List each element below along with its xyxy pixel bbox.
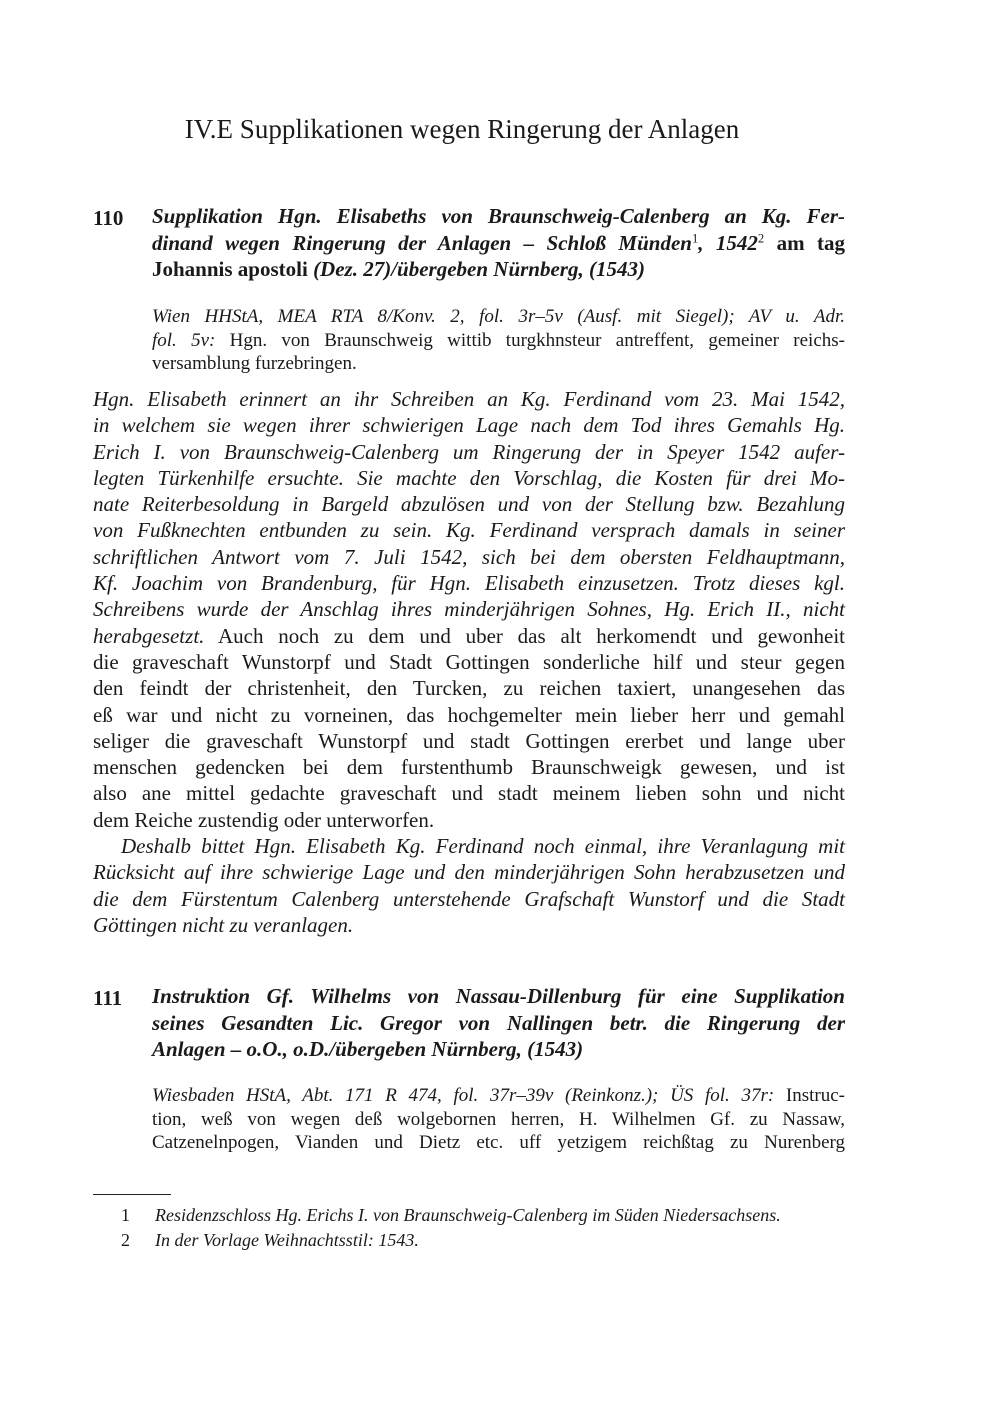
text-segment: seliger die graveschaft Wunstorpf und stadt Gottingen ererbet und lange uber [93,728,845,753]
text-line [152,1084,845,1108]
text-segment: von Fußknechten entbunden zu sein. Kg. Ferdinand versprach damals in seiner [93,518,845,543]
text-segment: legten Türkenhilfe ersuchte. Sie machte den Vorschlag, die Kosten für drei Mo- [93,465,845,490]
text-segment: Johannis apostoli [152,257,314,281]
entry-number: 110 [93,206,124,230]
text-line [93,570,845,596]
text-line [93,754,845,780]
text-line [152,983,845,1010]
text-line [93,833,845,859]
footnote [93,1228,845,1253]
text-segment: Rücksicht auf ihre schwierige Lage und den minderjährigen Sohn herabzusetzen und [93,860,845,885]
footnote-reference: 2 [757,230,765,245]
text-segment: eß war und nicht zu vorneinen, das hochgemelter mein lieber herr und gemahl [93,702,845,727]
text-line [93,702,845,728]
entry-source [152,1084,845,1155]
text-line [152,305,845,329]
text-segment: dinand wegen Ringerung der Anlagen – Schloß Münden [152,230,692,255]
text-line [93,517,845,543]
text-segment: Erich I. von Braunschweig-Calenberg um Ringerung der in Speyer 1542 aufer- [93,439,845,464]
text-segment: Instruktion Gf. Wilhelms von Nassau-Dillenburg für eine Supplikation [152,984,845,1008]
text-line [93,412,845,438]
text-segment: die dem Fürstentum Calenberg unterstehende Grafschaft Wunstorf und die Stadt [93,886,845,911]
text-line [152,352,845,376]
section-title-text: IV.E Supplikationen wegen Ringerung der Anlagen [184,114,740,144]
text-segment: Wien HHStA, MEA RTA 8/Konv. 2, fol. 3r–5v (Ausf. mit Siegel); AV u. Adr. [152,306,845,327]
footnote-text: Residenzschloss Hg. Erichs I. von Braunschweig-Calenberg im Süden Niedersachsens. [155,1205,781,1225]
text-segment: also ane mittel gedachte graveschaft und stadt meinem lieben sohn und nicht [93,781,845,806]
entry-body-paragraph [93,833,845,938]
text-segment: Catzenelnpogen, Vianden und Dietz etc. uff yetzigem reichßtag zu Nurenberg [152,1132,845,1153]
entry-body-paragraph [93,386,845,833]
text-segment: , 1542 [698,230,758,255]
text-segment: den feindt der christenheit, den Turcken, zu reichen taxiert, unangesehen das [93,676,845,701]
text-line [93,807,845,833]
text-line [93,491,845,517]
text-line [93,386,845,412]
text-line [93,596,845,622]
text-line [152,230,845,257]
text-line [152,1010,845,1037]
text-segment: Auch noch zu dem und uber das alt herkomendt und gewonheit [204,623,845,648]
entry-number: 111 [93,986,123,1010]
text-segment: Hgn. von Braunschweig wittib turgkhnsteur antreffent, gemeiner reichs- [215,329,845,351]
text-line [93,859,845,885]
text-segment: versamblung furzebringen. [152,353,357,374]
text-line [93,728,845,754]
text-line [93,439,845,465]
text-segment: Deshalb bittet Hgn. Elisabeth Kg. Ferdinand noch einmal, ihre Veranlagung mit [121,834,845,858]
entry-source [152,305,845,376]
text-segment: herabgesetzt. [93,623,205,648]
text-line [152,1131,845,1155]
text-segment: tion, weß von wegen deß wolgebornen herren, H. Wilhelmen Gf. zu Nassaw, [152,1108,845,1130]
footnote [93,1203,845,1228]
text-line [152,256,845,283]
text-segment: seines Gesandten Lic. Gregor von Nallingen betr. die Ringerung der [152,1010,845,1035]
text-line [93,886,845,912]
text-line [93,675,845,701]
text-segment: Supplikation Hgn. Elisabeths von Braunschweig-Calenberg an Kg. Fer- [152,204,845,228]
text-line [93,780,845,806]
text-line [152,203,845,230]
text-segment: Instruc- [774,1085,845,1106]
text-line [152,1036,845,1063]
text-segment: Göttingen nicht zu veranlagen. [93,912,354,937]
footnote-rule [93,1194,171,1195]
text-line [93,544,845,570]
text-segment: (Dez. 27)/übergeben Nürnberg, (1543) [313,257,645,281]
footnote-reference: 1 [691,230,699,245]
entry-heading [152,203,845,283]
text-segment: Kf. Joachim von Brandenburg, für Hgn. Elisabeth einzusetzen. Trotz dieses kgl. [93,571,845,596]
footnote-number: 2 [121,1230,130,1250]
text-segment: Hgn. Elisabeth erinnert an ihr Schreiben an Kg. Ferdinand vom 23. Mai 1542, [93,387,845,411]
section-title [0,114,1004,145]
text-segment: in welchem sie wegen ihrer schwierigen Lage nach dem Tod ihres Gemahls Hg. [93,413,845,438]
text-line [152,329,845,353]
entry-heading [152,983,845,1063]
text-segment: nate Reiterbesoldung in Bargeld abzulösen und von der Stellung bzw. Bezahlung [93,492,845,517]
footnote-text: In der Vorlage Weihnachtsstil: 1543. [155,1230,419,1250]
text-line [93,465,845,491]
text-segment: Wiesbaden HStA, Abt. 171 R 474, fol. 37r–39v (Reinkonz.); ÜS fol. 37r: [152,1085,775,1106]
text-segment: menschen gedencken bei dem furstenthumb Braunschweigk gewesen, und ist [93,755,845,780]
text-segment: dem Reiche zustendig oder unterworfen. [93,807,435,832]
text-segment: Anlagen – o.O., o.D./übergeben Nürnberg, (1543) [152,1037,584,1061]
text-segment: am tag [764,230,846,255]
footnote-number: 1 [121,1205,130,1225]
text-line [93,623,845,649]
text-segment: fol. 5v: [152,329,216,351]
text-segment: die graveschaft Wunstorpf und Stadt Gottingen sonderliche hilf und steur gegen [93,649,845,674]
text-segment: Schreibens wurde der Anschlag ihres minderjährigen Sohnes, Hg. Erich II., nicht [93,597,845,622]
text-line [93,649,845,675]
text-line [152,1108,845,1132]
text-line [93,912,845,938]
text-segment: schriftlichen Antwort vom 7. Juli 1542, sich bei dem obersten Feldhauptmann, [93,544,845,569]
